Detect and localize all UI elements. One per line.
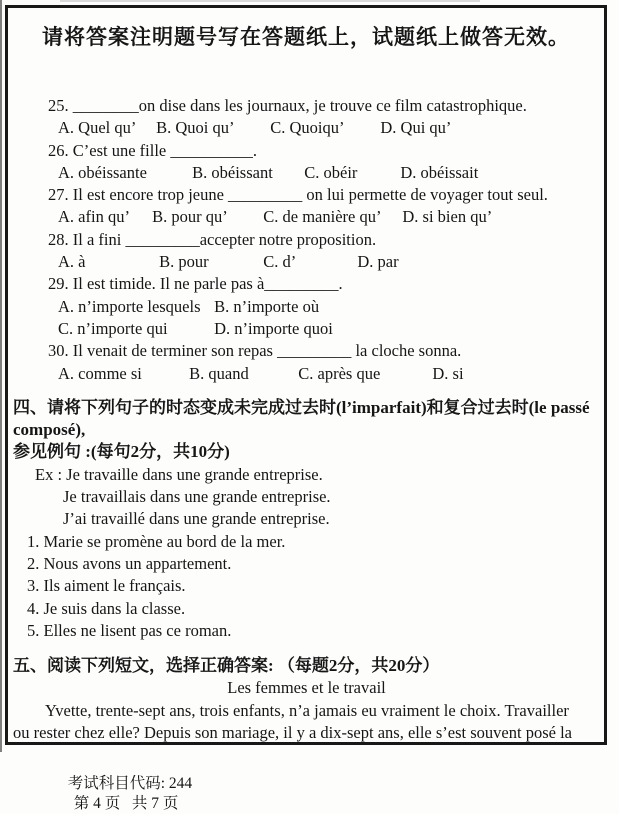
example-line: J’ai travaillé dans une grande entreprise. bbox=[63, 509, 330, 529]
section-5-heading: 五、阅读下列短文，选择正确答案: （每题2分，共20分） bbox=[13, 656, 440, 676]
question-stem: 26. C’est une fille __________. bbox=[48, 140, 257, 160]
example-line: Je travaillais dans une grande entreprise. bbox=[63, 487, 331, 507]
exercise-item-1: 1. Marie se promène au bord de la mer. bbox=[27, 531, 286, 551]
section-4-tense-exercise bbox=[13, 397, 600, 642]
exam-notice: 请将答案注明题号写在答题纸上，试题纸上做答无效。 bbox=[42, 26, 570, 49]
option-b: B. pour bbox=[159, 252, 209, 272]
option-c: C. d’ bbox=[263, 252, 297, 272]
option-a: A. n’importe lesquels bbox=[58, 296, 201, 316]
option-b: B. Quoi qu’ bbox=[156, 118, 235, 138]
exam-subject-code: 考试科目代码: 244 bbox=[67, 775, 193, 792]
question-stem: 25. ________on dise dans les journaux, je trouve ce film catastrophique. bbox=[48, 96, 527, 115]
option-c: C. Quoiqu’ bbox=[270, 118, 345, 138]
option-b: B. quand bbox=[189, 363, 249, 383]
section-4-heading-line-1: 四、请将下列句子的时态变成未完成过去时(l’imparfait)和复合过去时(le passé bbox=[13, 397, 590, 417]
option-a: A. à bbox=[58, 252, 86, 272]
exercise-item-4: 4. Je suis dans la classe. bbox=[27, 598, 186, 618]
question-stem: 30. Il venait de terminer son repas _________ la cloche sonna. bbox=[48, 341, 462, 361]
question-25 bbox=[48, 95, 598, 140]
passage-line: Yvette, trente-sept ans, trois enfants, n’a jamais eu vraiment le choix. Travailler bbox=[45, 700, 569, 720]
options-row bbox=[48, 318, 598, 340]
option-a: A. afin qu’ bbox=[58, 207, 130, 227]
option-b: B. pour qu’ bbox=[152, 207, 228, 227]
exercise-item-3: 3. Ils aiment le français. bbox=[27, 576, 186, 596]
question-29 bbox=[48, 273, 598, 340]
option-b: B. obéissant bbox=[192, 162, 273, 182]
section-5-reading bbox=[13, 655, 600, 744]
content-frame bbox=[5, 5, 607, 745]
options-row bbox=[48, 117, 598, 139]
options-row bbox=[48, 363, 598, 385]
option-b: B. n’importe où bbox=[214, 296, 320, 316]
option-c: C. obéir bbox=[304, 162, 358, 182]
question-27 bbox=[48, 184, 598, 229]
question-stem: 28. Il a fini _________accepter notre proposition. bbox=[48, 229, 377, 249]
option-d: D. si bien qu’ bbox=[402, 207, 493, 227]
option-a: A. comme si bbox=[58, 363, 142, 383]
option-d: D. Qui qu’ bbox=[380, 118, 452, 138]
option-c: C. n’importe qui bbox=[58, 318, 168, 338]
example-line: Ex : Je travaille dans une grande entreprise. bbox=[35, 464, 323, 484]
options-row bbox=[48, 162, 598, 184]
options-row bbox=[48, 296, 598, 318]
options-row bbox=[48, 206, 598, 228]
exercise-item-5: 5. Elles ne lisent pas ce roman. bbox=[27, 620, 232, 640]
option-d: D. n’importe quoi bbox=[214, 318, 333, 338]
section-4-heading-line-2: composé), bbox=[13, 420, 86, 440]
scan-edge-artifact bbox=[60, 0, 480, 2]
question-28 bbox=[48, 229, 598, 274]
options-row bbox=[48, 251, 598, 273]
passage-title: Les femmes et le travail bbox=[227, 678, 386, 698]
option-a: A. Quel qu’ bbox=[58, 118, 137, 138]
page-footer bbox=[0, 754, 619, 814]
option-a: A. obéissante bbox=[58, 162, 147, 182]
option-c: C. de manière qu’ bbox=[263, 207, 382, 227]
option-d: D. obéissait bbox=[400, 162, 479, 182]
question-30 bbox=[48, 340, 598, 385]
multiple-choice-section bbox=[48, 95, 598, 385]
exercise-item-2: 2. Nous avons un appartement. bbox=[27, 553, 232, 573]
question-stem: 27. Il est encore trop jeune _________ on lui permette de voyager tout seul. bbox=[48, 185, 548, 205]
option-c: C. après que bbox=[298, 363, 381, 383]
scan-edge-artifact bbox=[0, 0, 2, 752]
passage-line: ou rester chez elle? Depuis son mariage, il y a dix-sept ans, elle s’est souvent posé la bbox=[13, 723, 572, 743]
option-d: D. par bbox=[357, 252, 399, 272]
page-number: 第 4 页 共 7 页 bbox=[73, 795, 179, 812]
section-4-heading-line-3: 参见例句 :(每句2分，共10分) bbox=[13, 442, 230, 462]
question-stem: 29. Il est timide. Il ne parle pas à_________. bbox=[48, 274, 343, 294]
option-d: D. si bbox=[432, 363, 464, 383]
question-26 bbox=[48, 140, 598, 185]
